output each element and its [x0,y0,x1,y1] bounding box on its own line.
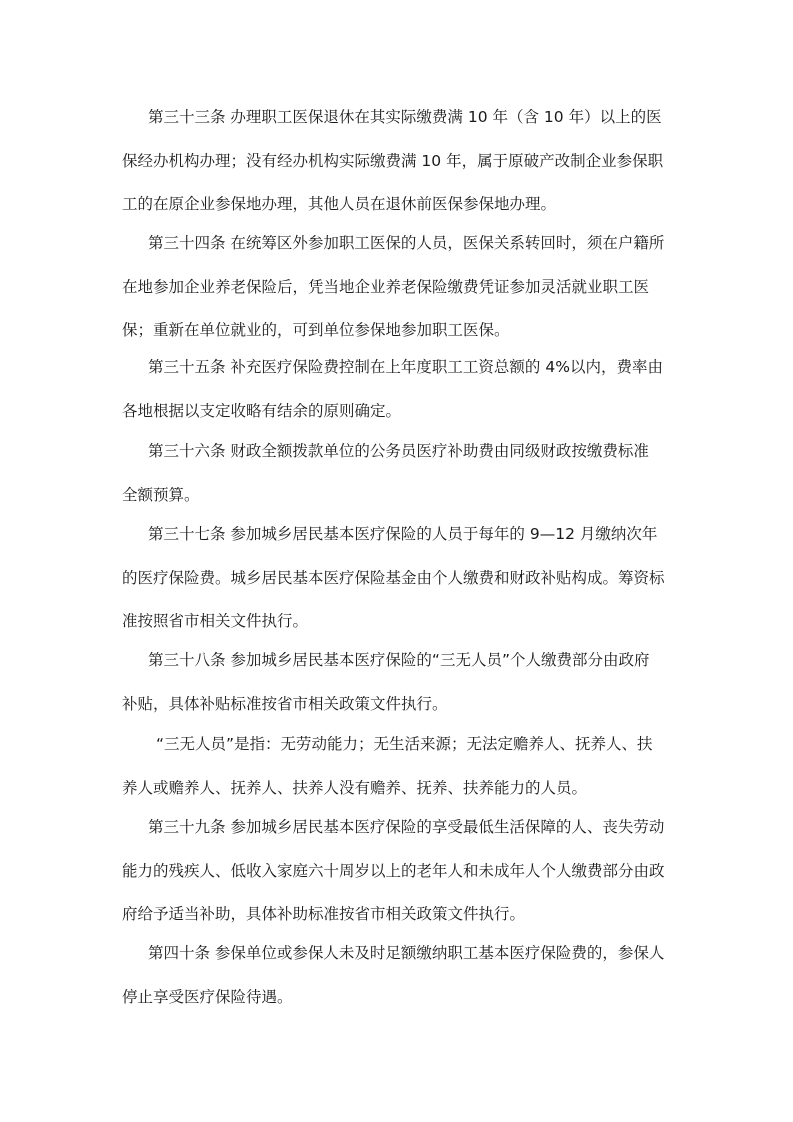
article-34 [122,222,678,353]
article-40 [122,932,678,1019]
article-36-line-1: 第三十六条 财政全额拨款单位的公务员医疗补助费由同级财政按缴费标准 [148,442,649,460]
article-36-line-2: 全额预算。 [122,485,200,504]
article-33-line-2: 保经办机构办理；没有经办机构实际缴费满 10 年，属于原破产改制企业参保职 [122,151,664,170]
article-37 [122,513,678,644]
article-37-line-1: 第三十七条 参加城乡居民基本医疗保险的人员于每年的 9—12 月缴纳次年 [148,525,658,543]
article-40-line-2: 停止享受医疗保险待遇。 [122,987,293,1006]
article-37-line-3: 准按照省市相关文件执行。 [122,612,309,630]
article-39-line-1: 第三十九条 参加城乡居民基本医疗保险的享受最低生活保障的人、丧失劳动 [148,818,665,836]
article-39 [122,806,678,937]
article-33 [122,96,678,227]
three-none-definition-line-1: “三无人员”是指：无劳动能力；无生活来源；无法定赡养人、抚养人、扶 [156,735,653,753]
article-38-line-2: 补贴，具体补贴标准按省市相关政策文件执行。 [122,694,448,713]
three-none-definition-line-2: 养人或赡养人、抚养人、扶养人没有赡养、抚养、扶养能力的人员。 [122,778,588,797]
article-37-line-2: 的医疗保险费。城乡居民基本医疗保险基金由个人缴费和财政补贴构成。筹资标 [122,568,665,587]
article-38-line-1: 第三十八条 参加城乡居民基本医疗保险的“三无人员”个人缴费部分由政府 [148,651,650,669]
article-34-line-2: 在地参加企业养老保险后，凭当地企业养老保险缴费凭证参加灵活就业职工医 [122,277,650,296]
article-33-line-1: 第三十三条 办理职工医保退休在其实际缴费满 10 年（含 10 年）以上的医 [148,108,662,126]
article-39-line-3: 府给予适当补助，具体补助标准按省市相关政策文件执行。 [122,905,526,923]
article-35-line-2: 各地根据以支定收略有结余的原则确定。 [122,401,402,420]
article-35 [122,346,678,433]
article-38 [122,639,678,726]
article-34-line-3: 保；重新在单位就业的，可到单位参保地参加职工医保。 [122,321,510,339]
article-35-line-1: 第三十五条 补充医疗保险费控制在上年度职工工资总额的 4%以内，费率由 [148,358,663,376]
article-33-line-3: 工的在原企业参保地办理，其他人员在退休前医保参保地办理。 [122,195,557,213]
article-34-line-1: 第三十四条 在统筹区外参加职工医保的人员，医保关系转回时，须在户籍所 [148,234,665,252]
three-none-definition [122,723,678,810]
article-36 [122,430,678,517]
article-39-line-2: 能力的残疾人、低收入家庭六十周岁以上的老年人和未成年人个人缴费部分由政 [122,861,665,880]
article-40-line-1: 第四十条 参保单位或参保人未及时足额缴纳职工基本医疗保险费的，参保人 [148,944,665,962]
